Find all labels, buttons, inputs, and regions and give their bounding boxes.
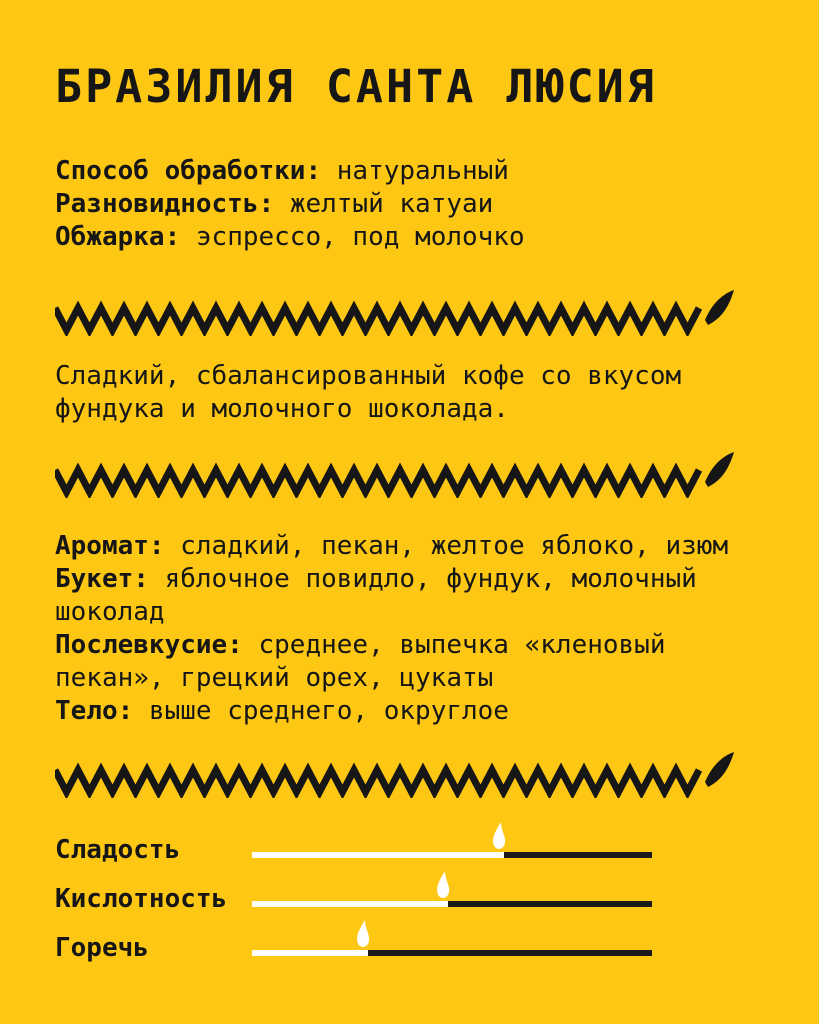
zigzag-divider (55, 290, 745, 336)
scale-label: Горечь (55, 933, 149, 963)
scale-row-bitterness (55, 924, 764, 973)
property-value: эспрессо, под молочко (195, 222, 525, 252)
scale-bar-fill (252, 950, 368, 956)
scale-bar (252, 950, 652, 956)
note-value: сладкий, пекан, желтое яблоко, изюм (180, 531, 729, 561)
property-value: натуральный (336, 156, 509, 186)
note-value: яблочное повидло, фундук, молочный шоколад (55, 564, 697, 627)
page-title: БРАЗИЛИЯ САНТА ЛЮСИЯ (55, 60, 657, 113)
note-row-aroma (55, 530, 755, 563)
note-row-body (55, 695, 755, 728)
taste-scales (55, 826, 764, 973)
scale-label: Сладость (55, 835, 181, 865)
properties-list (55, 155, 765, 254)
flame-marker-icon (491, 822, 507, 852)
scale-row-sweetness (55, 826, 764, 875)
flame-marker-icon (355, 920, 371, 950)
note-label: Тело: (55, 696, 134, 726)
description-text: Сладкий, сбалансированный кофе со вкусом фундука и молочного шоколада. (55, 361, 682, 424)
zigzag-divider (55, 752, 745, 798)
note-label: Букет: (55, 564, 149, 594)
scale-bar (252, 852, 652, 858)
scale-label: Кислотность (55, 884, 228, 914)
note-value: среднее, выпечка «кленовый пекан», грецкий орех, цукаты (55, 630, 666, 693)
scale-bar-fill (252, 852, 504, 858)
property-label: Разновидность: (55, 189, 275, 219)
note-label: Послевкусие: (55, 630, 243, 660)
property-row-roast (55, 221, 765, 254)
scale-bar (252, 901, 652, 907)
note-label: Аромат: (55, 531, 165, 561)
property-value: желтый катуаи (289, 189, 494, 219)
flame-marker-icon (435, 871, 451, 901)
note-row-bouquet (55, 563, 755, 629)
tasting-notes-list (55, 530, 755, 728)
scale-row-acidity (55, 875, 764, 924)
zigzag-divider (55, 452, 745, 498)
scale-bar-fill (252, 901, 448, 907)
property-row-processing (55, 155, 765, 188)
property-label: Способ обработки: (55, 156, 322, 186)
note-row-aftertaste (55, 629, 755, 695)
property-row-variety (55, 188, 765, 221)
note-value: выше среднего, округлое (148, 696, 509, 726)
property-label: Обжарка: (55, 222, 181, 252)
